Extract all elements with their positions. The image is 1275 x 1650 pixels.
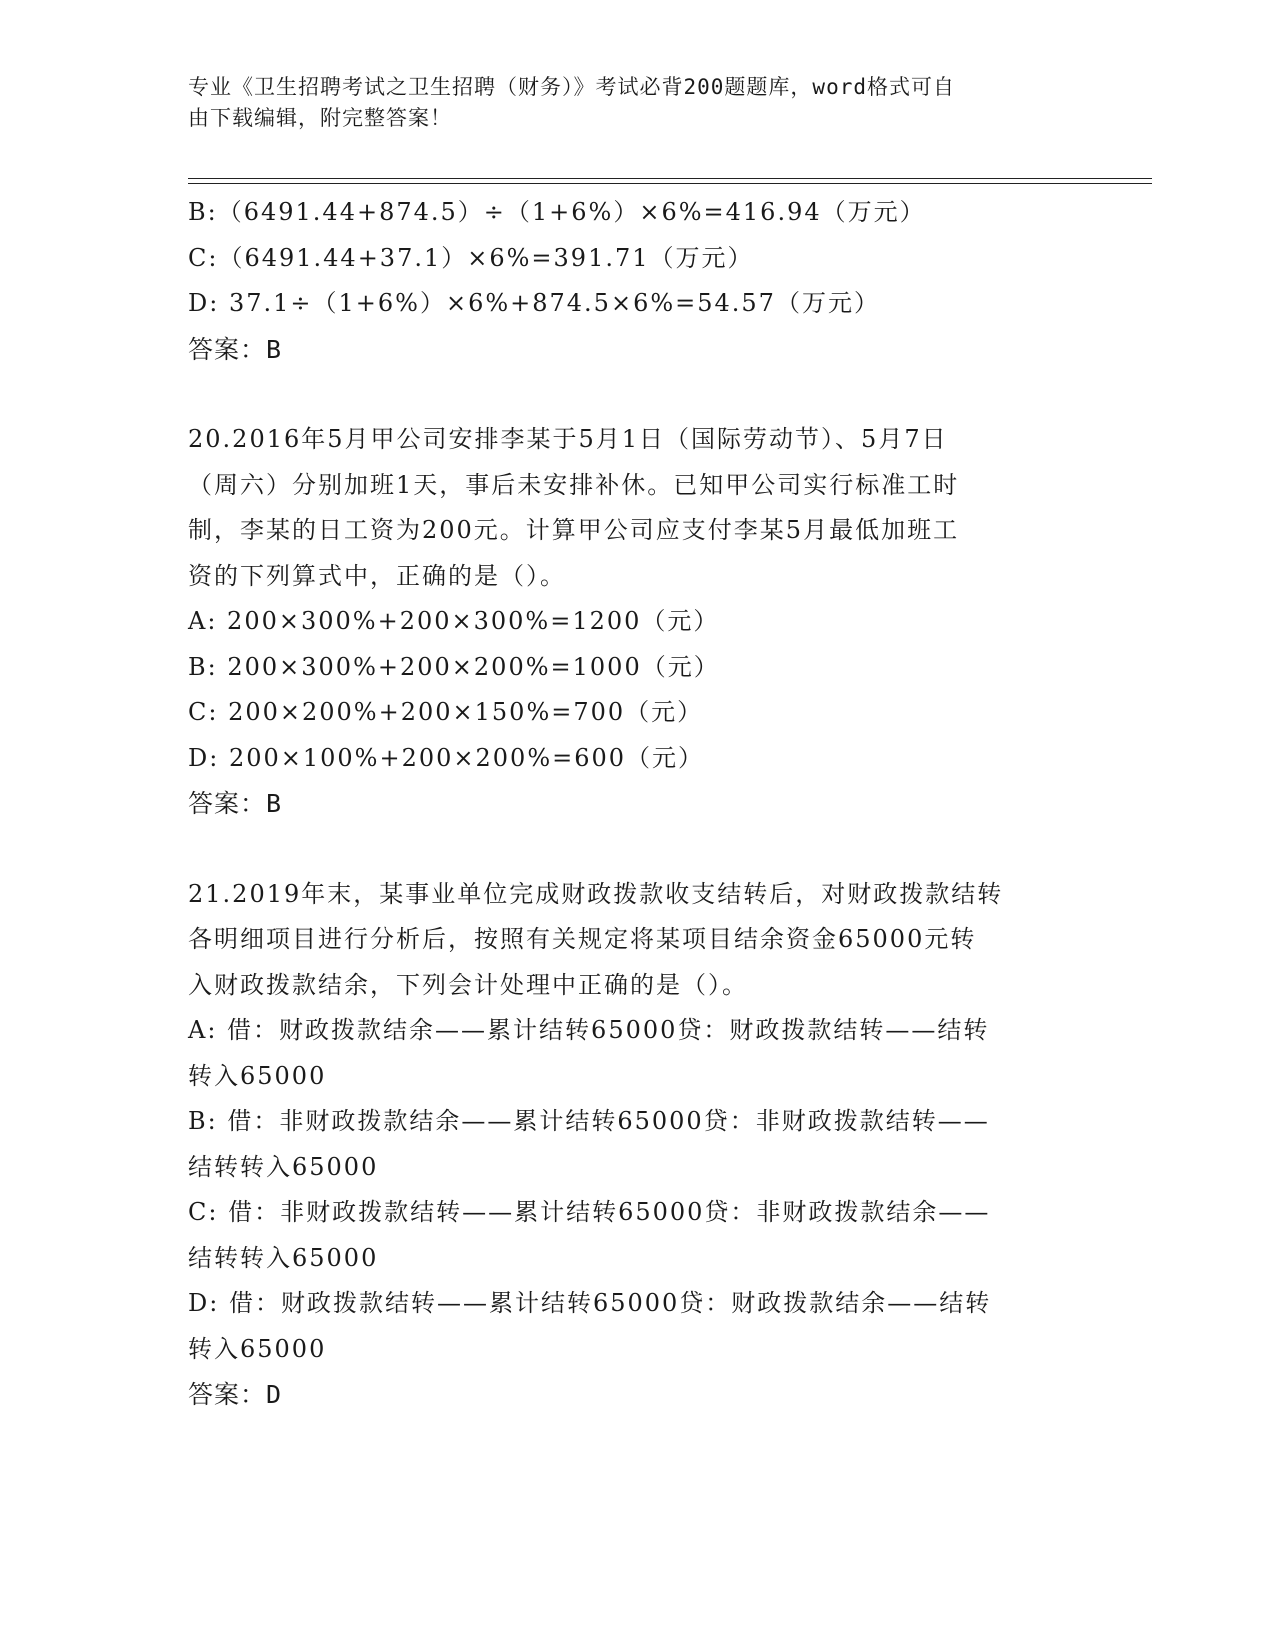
q21-option-b-line-2: 结转转入65000 <box>188 1152 379 1181</box>
q20-option-a: A: 200×300%+200×300%=1200（元） <box>188 607 720 635</box>
q21-option-d-line-1: D: 借：财政拨款结转——累计结转65000贷：财政拨款结余——结转 <box>188 1289 992 1317</box>
question-spacer <box>188 827 1088 872</box>
q19-answer: 答案：B <box>188 334 283 364</box>
q19-option-b: B:（6491.44+874.5）÷（1+6%）×6%=416.94（万元） <box>188 198 926 226</box>
q21-answer: 答案：D <box>188 1380 283 1409</box>
header-line-1: 专业《卫生招聘考试之卫生招聘（财务）》考试必背200题题库，word格式可自 <box>188 75 955 99</box>
q19-option-d: D: 37.1÷（1+6%）×6%+874.5×6%=54.57（万元） <box>188 289 880 317</box>
q21-option-a-line-1: A: 借：财政拨款结余——累计结转65000贷：财政拨款结转——结转 <box>188 1016 990 1044</box>
q21-stem-line-1: 21.2019年末，某事业单位完成财政拨款收支结转后，对财政拨款结转 <box>188 879 1004 908</box>
q20-stem-line-2: （周六）分别加班1天，事后未安排补休。已知甲公司实行标准工时 <box>188 470 960 499</box>
question-19-tail <box>188 190 1088 372</box>
q19-option-c: C:（6491.44+37.1）×6%=391.71（万元） <box>188 243 754 272</box>
q21-option-a-line-2: 转入65000 <box>188 1061 327 1090</box>
q20-option-b: B: 200×300%+200×200%=1000（元） <box>188 652 720 681</box>
q20-answer: 答案：B <box>188 789 283 818</box>
q21-option-c-line-1: C: 借：非财政拨款结转——累计结转65000贷：非财政拨款结余—— <box>188 1198 991 1226</box>
q20-option-c: C: 200×200%+200×150%=700（元） <box>188 698 704 726</box>
header-rule-bottom <box>188 183 1152 184</box>
q20-option-d: D: 200×100%+200×200%=600（元） <box>188 743 705 772</box>
question-spacer <box>188 372 1088 417</box>
question-20 <box>188 417 1088 827</box>
document-body <box>188 190 1088 1418</box>
q21-stem-line-2: 各明细项目进行分析后，按照有关规定将某项目结余资金65000元转 <box>188 925 977 953</box>
q20-stem-line-4: 资的下列算式中，正确的是（）。 <box>188 561 566 590</box>
question-21 <box>188 872 1088 1418</box>
document-header <box>188 72 1068 134</box>
q21-option-d-line-2: 转入65000 <box>188 1334 327 1363</box>
q21-stem-line-3: 入财政拨款结余，下列会计处理中正确的是（）。 <box>188 970 748 999</box>
q20-stem-line-3: 制，李某的日工资为200元。计算甲公司应支付李某5月最低加班工 <box>188 516 960 544</box>
q21-option-b-line-1: B: 借：非财政拨款结余——累计结转65000贷：非财政拨款结转—— <box>188 1107 990 1135</box>
q21-option-c-line-2: 结转转入65000 <box>188 1243 379 1272</box>
header-line-2: 由下载编辑，附完整答案！ <box>188 106 452 130</box>
q20-stem-line-1: 20.2016年5月甲公司安排李某于5月1日（国际劳动节）、5月7日 <box>188 425 948 453</box>
header-rule-top <box>188 178 1152 179</box>
